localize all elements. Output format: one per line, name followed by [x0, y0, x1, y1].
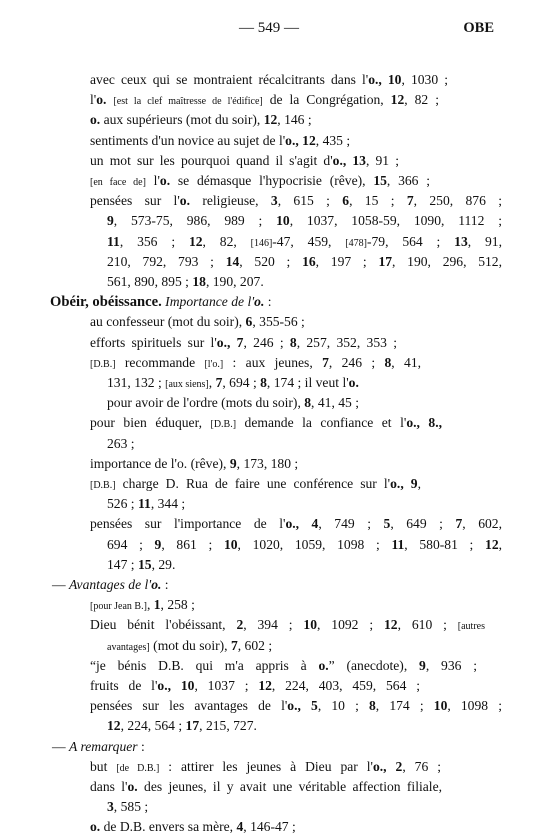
reference-volume: o., 8.,	[406, 415, 443, 431]
index-line	[90, 333, 397, 353]
text-segment: , 573-75, 986, 989 ;	[113, 213, 277, 229]
editorial-note: [en face de]	[90, 177, 146, 188]
text-segment: “je bénis D.B. qui m'a appris à	[90, 657, 319, 673]
text-segment: , 41,	[391, 354, 422, 370]
index-line	[107, 393, 360, 413]
text-segment: , 1020, 1059, 1098 ;	[237, 536, 392, 552]
index-line	[107, 494, 203, 514]
index-line	[90, 353, 421, 375]
reference-volume: o.	[90, 819, 101, 835]
text-segment: , 173, 180 ;	[236, 455, 299, 471]
reference-volume: 10	[223, 536, 238, 552]
text-segment: , 250, 876 ;	[413, 193, 502, 209]
reference-volume: o., 5	[287, 698, 318, 714]
text-segment: but	[90, 758, 117, 774]
reference-volume: 12	[390, 92, 405, 108]
text-segment: pensées sur les avantages de l'	[90, 698, 288, 714]
text-segment: pensées sur l'	[90, 193, 180, 209]
index-line	[90, 171, 430, 193]
reference-volume: 16	[302, 253, 316, 269]
text-segment: efforts spirituels sur l'	[90, 334, 217, 350]
index-line	[90, 131, 385, 151]
text-segment: 561, 890, 895 ;	[107, 274, 193, 289]
reference-volume: 6	[245, 314, 253, 330]
reference-volume: o., 13	[332, 152, 366, 168]
text-segment: , 749 ;	[318, 516, 384, 532]
text-segment: , 1098 ;	[447, 698, 502, 714]
reference-volume: o.	[127, 779, 138, 794]
text-segment: fruits de l'	[90, 678, 158, 693]
text-segment: , 394 ;	[243, 617, 304, 633]
text-segment: , 146 ;	[277, 112, 312, 128]
text-segment: , 602,	[462, 516, 502, 532]
text-segment: , 190, 296, 512,	[392, 253, 503, 269]
reference-volume: 12	[384, 617, 398, 633]
editorial-note: [l'o.]	[204, 358, 224, 370]
reference-volume: 15	[137, 556, 152, 572]
index-line	[90, 90, 439, 112]
text-segment: avec ceux qui se montraient récalcitrants dans l'	[90, 72, 369, 87]
reference-volume: 9	[229, 455, 237, 471]
editorial-note: [de D.B.]	[116, 762, 160, 774]
text-segment: ,	[417, 476, 421, 491]
page-number: — 549 —	[239, 20, 299, 36]
text-segment: de la Congrégation,	[262, 92, 391, 108]
text-segment: , 344 ;	[150, 496, 186, 512]
index-line	[90, 615, 485, 637]
text-segment: 263 ;	[107, 435, 135, 451]
reference-volume: 7	[230, 637, 238, 653]
reference-volume: 11	[137, 496, 151, 512]
text-segment: : aux jeunes,	[223, 354, 323, 370]
text-segment: , 215, 727.	[199, 718, 257, 734]
text-segment: : attirer les jeunes à Dieu par l'	[159, 758, 373, 774]
index-line	[107, 252, 502, 272]
editorial-note: [478]	[345, 237, 367, 249]
index-line	[90, 595, 220, 617]
text-segment: se démasque l'hypocrisie (rêve),	[170, 173, 374, 188]
text-segment: sentiments d'un novice au sujet de l'	[90, 132, 286, 148]
text-segment: , 366 ;	[386, 173, 430, 188]
index-line	[90, 151, 399, 171]
text-segment: , 10 ;	[317, 698, 369, 714]
text-segment: religieuse,	[189, 193, 271, 209]
index-line	[90, 656, 477, 676]
reference-volume: o.	[159, 173, 171, 188]
text-segment: pour bien éduquer,	[90, 415, 211, 431]
text-segment: ” (anecdote),	[328, 657, 420, 673]
text-segment: :	[264, 294, 272, 310]
index-line	[90, 757, 441, 779]
editorial-note: avantages]	[107, 641, 150, 653]
reference-volume: 17	[378, 253, 393, 269]
text-segment: au confesseur (mot du soir),	[90, 314, 246, 330]
text-segment: , 29.	[151, 556, 176, 572]
text-segment: ,	[498, 536, 503, 552]
reference-volume: 11	[391, 536, 405, 552]
index-line	[107, 797, 155, 817]
editorial-note: [D.B.]	[210, 419, 237, 431]
reference-volume: 2	[236, 617, 244, 633]
text-segment: dans l'	[90, 779, 128, 794]
index-line	[107, 636, 273, 658]
text-segment: , 580-81 ;	[404, 536, 486, 552]
reference-volume: 8	[304, 395, 312, 411]
text-segment: , 82,	[202, 233, 251, 249]
text-segment: -79, 564 ;	[366, 233, 455, 249]
reference-volume: 15	[373, 173, 387, 188]
editorial-note: [est la clef maîtresse de l'édifice]	[113, 96, 263, 108]
reference-volume: 9	[154, 536, 162, 552]
page-header	[0, 18, 538, 40]
text-segment: , 1037 ;	[194, 678, 259, 693]
text-segment: recommande	[115, 354, 205, 370]
text-segment: 131, 132 ;	[107, 375, 166, 390]
text-segment: —	[52, 577, 69, 592]
reference-volume: 8	[289, 334, 297, 350]
text-segment: charge D. Rua de faire une conférence sur l'	[115, 476, 391, 491]
reference-volume: 5	[383, 516, 391, 532]
reference-volume: 7	[322, 354, 329, 370]
entry-heading	[50, 292, 290, 312]
text-segment: , 174 ;	[375, 698, 434, 714]
subheading	[52, 737, 148, 757]
reference-volume: 12	[188, 233, 203, 249]
text-segment: , 91 ;	[365, 152, 399, 168]
text-segment: de D.B. envers sa mère,	[100, 819, 237, 835]
reference-volume: o.	[318, 657, 329, 673]
reference-volume: o.	[348, 375, 359, 390]
reference-volume: 7	[215, 375, 223, 390]
text-segment: , 602 ;	[237, 637, 273, 653]
reference-volume: o., 10	[368, 72, 402, 87]
reference-volume: o., 12	[285, 132, 316, 148]
reference-volume: 17	[185, 718, 200, 734]
reference-volume: 3	[270, 193, 278, 209]
text-segment: ,	[208, 375, 216, 390]
text-segment: ,	[146, 597, 154, 613]
text-segment: importance de l'o. (rêve),	[90, 455, 230, 471]
text-segment: , 197 ;	[315, 253, 379, 269]
text-segment: (mot du soir),	[149, 637, 231, 653]
heading-italic: Avantages de l'	[69, 577, 152, 592]
reference-volume: 1	[153, 597, 161, 613]
index-line	[107, 535, 502, 555]
text-segment: , 224, 564 ;	[120, 718, 186, 734]
text-segment: , 257, 352, 353 ;	[296, 334, 397, 350]
reference-volume: 10	[433, 698, 448, 714]
text-segment: , 520 ;	[239, 253, 303, 269]
reference-volume: 12	[107, 718, 121, 734]
editorial-note: [146]	[250, 237, 273, 249]
index-line	[90, 454, 299, 474]
index-line	[107, 272, 327, 292]
index-line	[90, 110, 320, 130]
text-segment: , 861 ;	[161, 536, 224, 552]
text-segment: , 610 ;	[397, 617, 458, 633]
reference-volume: 10	[303, 617, 318, 633]
text-segment: pour avoir de l'ordre (mots du soir),	[107, 395, 305, 411]
reference-volume: o., 7	[216, 334, 244, 350]
index-line	[107, 373, 367, 395]
index-line	[107, 434, 135, 454]
index-line	[90, 70, 448, 90]
text-segment: l'	[145, 173, 160, 188]
text-segment: pensées sur l'importance de l'	[90, 516, 286, 532]
text-segment: Dieu bénit l'obéissant,	[90, 617, 237, 633]
running-keyword: OBE	[463, 20, 494, 36]
editorial-note: [pour Jean B.]	[90, 601, 147, 613]
text-segment: , 41, 45 ;	[311, 395, 360, 411]
index-line	[107, 211, 502, 231]
reference-volume: o., 9	[390, 476, 418, 491]
text-segment: :	[137, 738, 145, 754]
text-segment: -47, 459,	[272, 233, 346, 249]
reference-volume: o., 4	[285, 516, 319, 532]
text-segment: demande la confiance et l'	[236, 415, 407, 431]
editorial-note: [autres	[457, 621, 485, 633]
index-line	[90, 413, 442, 435]
reference-volume: o., 10	[157, 678, 195, 693]
reference-volume: o.	[90, 112, 101, 128]
reference-volume: 8	[384, 354, 392, 370]
reference-volume: 14	[225, 253, 240, 269]
reference-volume: 9	[107, 213, 114, 229]
text-segment: , 435 ;	[315, 132, 351, 148]
index-line	[90, 777, 442, 797]
text-segment: , 356 ;	[119, 233, 189, 249]
text-segment: —	[52, 738, 69, 754]
text-segment: , 246 ;	[328, 354, 385, 370]
subheading	[52, 575, 182, 595]
text-segment: , 174 ; il veut l'	[266, 375, 349, 390]
reference-volume: 13	[454, 233, 468, 249]
text-segment: , 224, 403, 459, 564 ;	[271, 678, 420, 693]
heading-italic: Importance de l'	[165, 294, 255, 310]
text-segment: , 1092 ;	[317, 617, 384, 633]
text-segment: , 146-47 ;	[243, 819, 296, 835]
index-line	[90, 817, 320, 837]
text-segment: 526 ;	[107, 496, 138, 512]
text-segment: , 246 ;	[243, 334, 290, 350]
index-line	[90, 474, 421, 496]
reference-volume: 3	[107, 799, 114, 815]
reference-volume: 10	[276, 213, 290, 229]
reference-volume: 6	[342, 193, 350, 209]
index-line	[107, 716, 329, 736]
index-line	[107, 555, 181, 575]
entry-term: Obéir, obéissance.	[50, 294, 162, 311]
text-segment: , 82 ;	[404, 92, 439, 108]
reference-volume: 8	[260, 375, 267, 390]
index-line	[90, 696, 502, 716]
editorial-note: [D.B.]	[90, 358, 116, 370]
text-segment: aux supérieurs (mot du soir),	[100, 112, 264, 128]
text-segment: , 91,	[467, 233, 502, 249]
text-segment: l'	[90, 92, 97, 108]
text-segment: , 649 ;	[390, 516, 456, 532]
text-segment: , 190, 207.	[205, 274, 264, 289]
text-segment: 210, 792, 793 ;	[107, 253, 226, 269]
editorial-note: [D.B.]	[90, 480, 116, 491]
text-segment: , 76 ;	[402, 758, 441, 774]
reference-volume: o.	[179, 193, 190, 209]
reference-volume: 7	[406, 193, 414, 209]
reference-volume: 12	[485, 536, 499, 552]
text-segment: , 1030 ;	[401, 72, 448, 87]
index-line	[90, 676, 420, 696]
reference-volume: 7	[455, 516, 463, 532]
reference-volume: 18	[192, 274, 206, 289]
reference-volume: o., 2	[372, 758, 403, 774]
heading-italic: A remarquer	[69, 738, 138, 754]
text-segment: , 615 ;	[277, 193, 343, 209]
reference-volume: 4	[236, 819, 244, 835]
heading-italic-bold: o.	[151, 577, 162, 592]
heading-italic-bold: o.	[254, 294, 265, 310]
text-segment: , 258 ;	[160, 597, 195, 613]
text-segment: , 694 ;	[222, 375, 261, 390]
index-line	[90, 191, 502, 211]
editorial-note: [aux siens]	[165, 379, 209, 390]
reference-volume: 8	[369, 698, 376, 714]
reference-volume: 9	[419, 657, 426, 673]
index-line	[107, 232, 502, 254]
text-segment: :	[161, 577, 169, 592]
text-segment: 147 ;	[107, 556, 138, 572]
text-segment: des jeunes, il y avait une véritable affection filiale,	[137, 779, 443, 794]
text-segment: , 1037, 1058-59, 1090, 1112 ;	[289, 213, 502, 229]
reference-volume: 12	[263, 112, 278, 128]
text-segment: , 585 ;	[113, 799, 149, 815]
text-segment: un mot sur les pourquoi quand il s'agit d'	[90, 152, 333, 168]
text-segment: 694 ;	[107, 536, 155, 552]
index-line	[90, 312, 352, 332]
text-segment: , 355-56 ;	[252, 314, 305, 330]
index-line	[90, 514, 502, 534]
text-segment: , 15 ;	[349, 193, 407, 209]
reference-volume: o.	[96, 92, 107, 108]
text-segment: , 936 ;	[425, 657, 477, 673]
reference-volume: 12	[258, 678, 272, 693]
reference-volume: 11	[107, 233, 120, 249]
